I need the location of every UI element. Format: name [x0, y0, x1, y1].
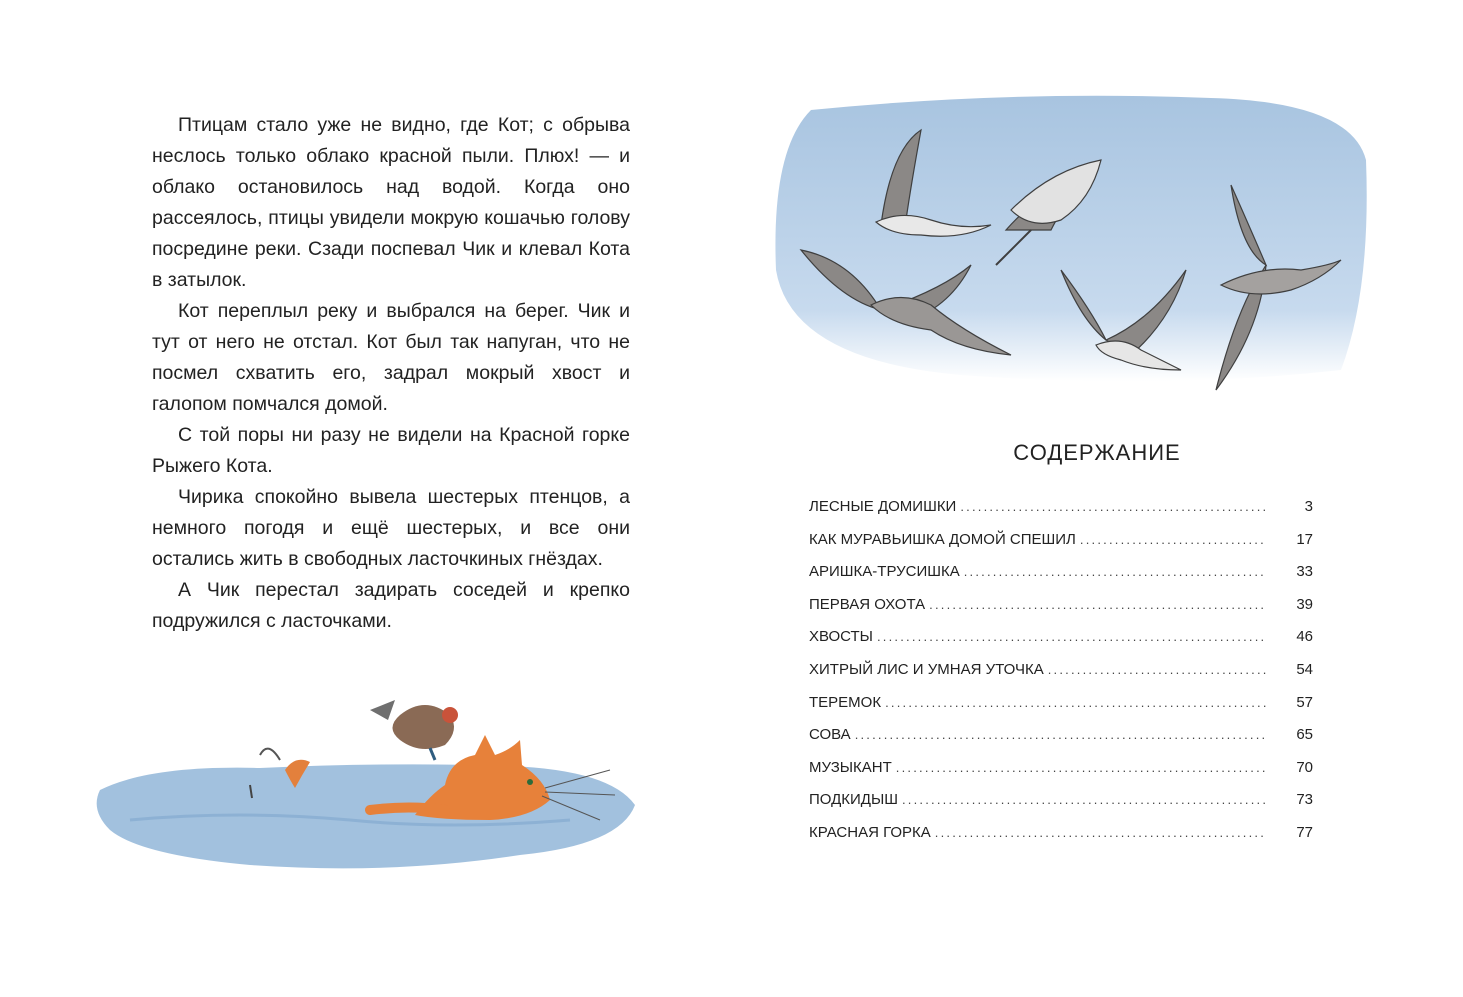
toc-leader-dots: [960, 499, 1267, 514]
toc-item[interactable]: [809, 563, 1313, 596]
toc-item[interactable]: [809, 596, 1313, 629]
toc-item-title: ПЕРВАЯ ОХОТА: [809, 595, 926, 613]
toc-item-title: ХВОСТЫ: [809, 628, 873, 646]
toc-item-page: 73: [1296, 791, 1313, 809]
toc-item-title: ПОДКИДЫШ: [809, 791, 898, 809]
toc-item-page: 39: [1296, 595, 1313, 613]
toc-leader-dots: [1080, 532, 1267, 547]
story-paragraph-2: Кот переплыл реку и выбрался на берег. Чик и тут от него не отстал. Кот был так напуган, что не посмел схватить его, задрал мокрый хвост и галопом помчался домой.: [152, 300, 630, 415]
toc-item[interactable]: [809, 531, 1313, 564]
story-paragraph-4: Чирика спокойно вывела шестерых птенцов, а немного погодя и ещё шестерых, и все они остались жить в свободных ласточкиных гнёздах.: [152, 486, 630, 570]
toc-item[interactable]: [809, 759, 1313, 792]
toc-leader-dots: [902, 792, 1267, 807]
right-page: [731, 0, 1463, 997]
toc-leader-dots: [885, 695, 1267, 710]
story-paragraph-5: А Чик перестал задирать соседей и крепко подружился с ласточками.: [152, 579, 630, 632]
toc-item-page: 46: [1296, 628, 1313, 646]
toc-item-page: 3: [1304, 498, 1313, 515]
toc-leader-dots: [1048, 662, 1267, 677]
story-paragraph-3: С той поры ни разу не видели на Красной горке Рыжего Кота.: [152, 424, 630, 477]
toc-item[interactable]: [809, 791, 1313, 824]
cat-swimming-illustration: [90, 670, 650, 900]
toc-item-title: КРАСНАЯ ГОРКА: [809, 823, 931, 841]
swallows-illustration: [761, 90, 1381, 420]
story-paragraph-1: Птицам стало уже не видно, где Кот; с обрыва неслось только облако красной пыли. Плюх! — и облако остановилось над водой. Когда оно рассеялось, птицы увидели мокрую кошачью голову посредине реки. Сзади поспевал Чик и клевал Кота в затылок.: [152, 114, 630, 291]
toc-item[interactable]: [809, 628, 1313, 661]
toc-item-title: МУЗЫКАНТ: [809, 758, 892, 776]
toc-item-title: ТЕРЕМОК: [809, 693, 882, 711]
toc-leader-dots: [964, 564, 1267, 579]
toc-item-title: АРИШКА-ТРУСИШКА: [809, 563, 960, 581]
left-page: [0, 0, 731, 997]
toc-item-page: 54: [1296, 660, 1313, 678]
toc-item-title: СОВА: [809, 726, 851, 744]
toc-item[interactable]: [809, 726, 1313, 759]
toc-leader-dots: [855, 727, 1267, 742]
toc-item-page: 77: [1296, 823, 1313, 841]
table-of-contents: [809, 498, 1313, 857]
toc-leader-dots: [929, 597, 1267, 612]
toc-item-page: 70: [1296, 758, 1313, 776]
toc-item-title: КАК МУРАВЬИШКА ДОМОЙ СПЕШИЛ: [809, 530, 1076, 548]
toc-item[interactable]: [809, 661, 1313, 694]
toc-leader-dots: [935, 825, 1267, 840]
toc-item-page: 57: [1296, 693, 1313, 711]
toc-item-page: 33: [1296, 563, 1313, 581]
toc-item[interactable]: [809, 694, 1313, 727]
toc-item[interactable]: [809, 498, 1313, 531]
toc-leader-dots: [877, 629, 1267, 644]
story-text: [152, 110, 630, 637]
toc-item-page: 17: [1296, 530, 1313, 548]
toc-item[interactable]: [809, 824, 1313, 857]
toc-leader-dots: [896, 760, 1267, 775]
toc-item-page: 65: [1296, 726, 1313, 744]
toc-item-title: ЛЕСНЫЕ ДОМИШКИ: [809, 498, 957, 515]
toc-title: СОДЕРЖАНИЕ: [1013, 440, 1181, 465]
toc-item-title: ХИТРЫЙ ЛИС И УМНАЯ УТОЧКА: [809, 660, 1044, 678]
